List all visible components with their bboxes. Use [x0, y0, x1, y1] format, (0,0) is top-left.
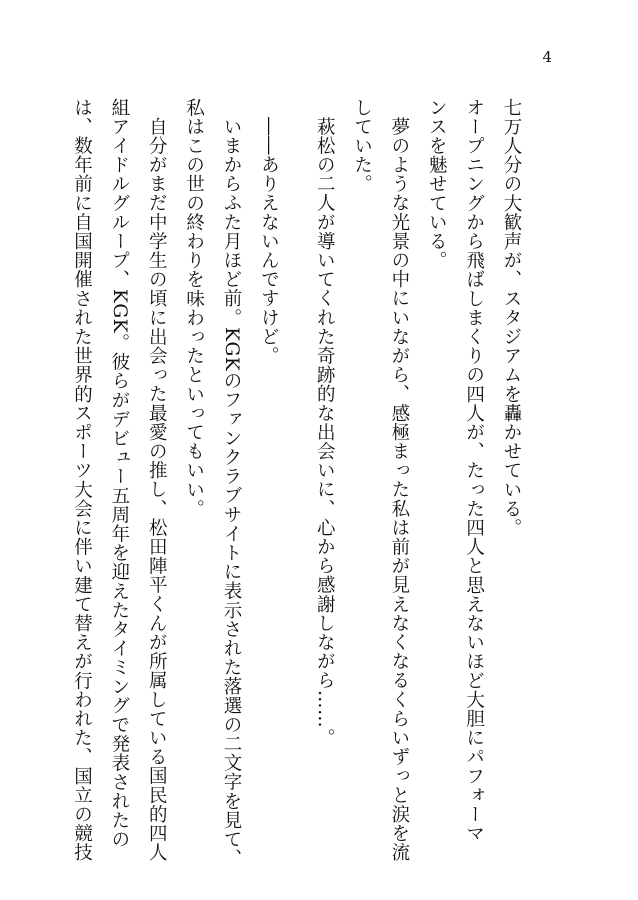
text-line-12: 組アイドルグループ、KGK。彼らがデビュー五周年を迎えたタイミングで発表されたの — [108, 98, 130, 849]
text-line-11: 自分がまだ中学生の頃に出会った最愛の推し、松田陣平くんが所属している国民的四人 — [146, 116, 168, 862]
text-line-8: ――ありえないんですけど。 — [258, 116, 280, 365]
text-line-6: 萩松の二人が導いてくれた奇跡的な出会いに、心から感謝しながら……。 — [314, 116, 336, 747]
text-line-13: は、数年前に自国開催された世界的スポーツ大会に伴い建て替えが行われた、国立の競技 — [71, 98, 93, 862]
text-line-10: 私はこの世の終わりを味わったといってもいい。 — [183, 98, 205, 519]
page-number: 4 — [542, 48, 552, 66]
text-line-5: していた。 — [351, 98, 373, 194]
text-line-9: いまからふた月ほど前。KGKのファンクラブサイトに表示された落選の二文字を見て、 — [220, 116, 242, 868]
vertical-text-body — [63, 98, 530, 868]
text-line-3: ンスを魅せている。 — [426, 98, 448, 270]
blank-line — [287, 98, 306, 838]
text-line-2: オープニングから飛ばしまくりの四人が、たった四人と思えないほど大胆にパフォーマ — [463, 98, 485, 843]
text-line-4: 夢のような光景の中にいながら、感極まった私は前が見えなくなるくらいずっと涙を流 — [388, 116, 410, 862]
text-line-1: 七万人分の大歓声が、スタジアムを轟かせている。 — [501, 98, 522, 538]
